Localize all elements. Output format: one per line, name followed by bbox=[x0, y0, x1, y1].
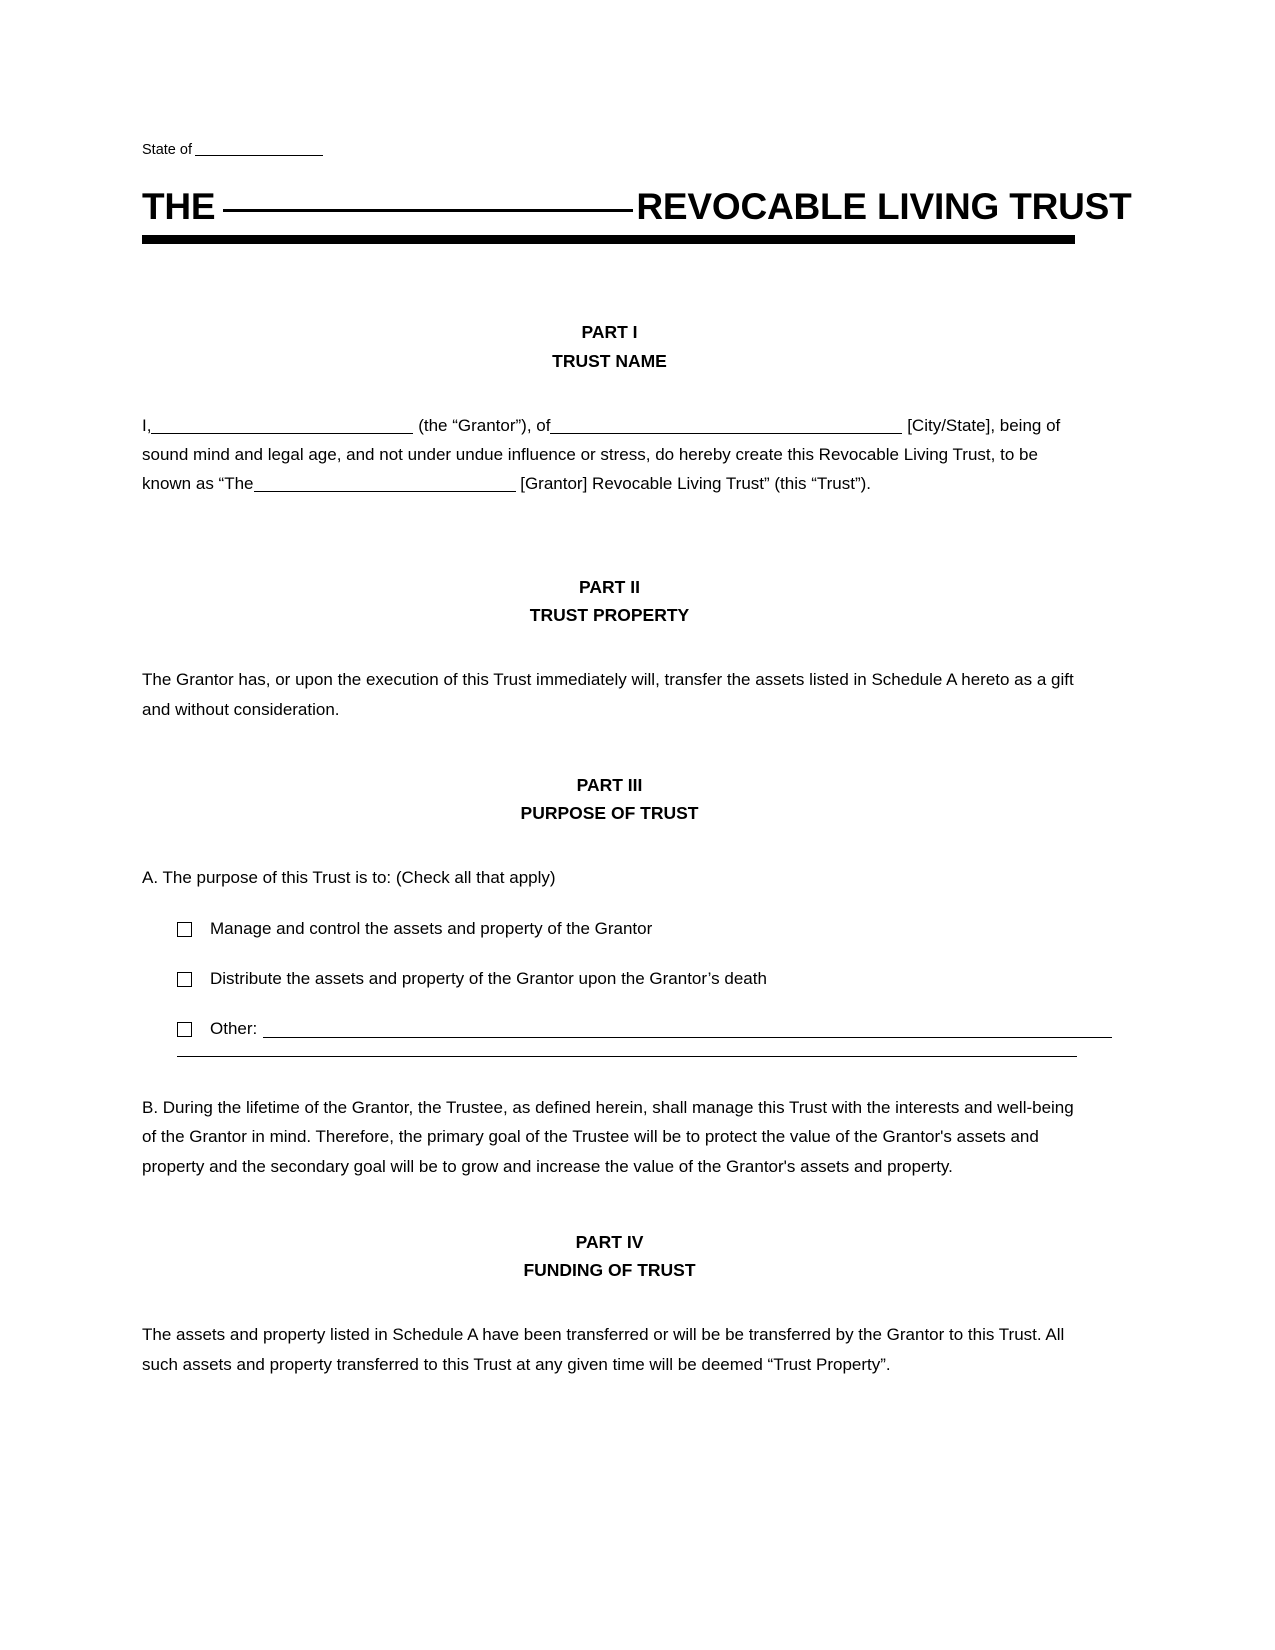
part-2-number: PART II bbox=[579, 576, 640, 597]
part-4-heading bbox=[142, 1228, 1077, 1285]
spacer bbox=[142, 724, 1077, 771]
part-3-item-a: A. The purpose of this Trust is to: (Check all that apply) bbox=[142, 868, 556, 888]
part-3-item-b: B. During the lifetime of the Grantor, the Trustee, as defined herein, shall manage this Trust with the interests and well-being of the Grantor in mind. Therefore, the primary goal of the Trustee will be to protect the value of the Grantor's assets and property and the secondary goal will be to grow and increase the value of the Grantor's assets and property. bbox=[142, 1098, 1074, 1176]
part-1-heading bbox=[142, 318, 1077, 375]
part-1-name: TRUST NAME bbox=[552, 350, 667, 371]
part-2-heading bbox=[142, 573, 1077, 630]
spacer bbox=[142, 1057, 1077, 1093]
spacer bbox=[142, 1284, 1077, 1320]
page-title bbox=[142, 186, 1132, 228]
trust-name-blank-field[interactable] bbox=[223, 209, 633, 212]
spacer bbox=[142, 499, 1077, 573]
part-1-text-4: [Grantor] Revocable Living Trust” (this “Trust”). bbox=[520, 474, 872, 494]
spacer bbox=[142, 1181, 1077, 1228]
part-1-text-1: I, bbox=[142, 415, 152, 435]
purpose-checkbox-list bbox=[142, 915, 1077, 1043]
checkbox-row-distribute[interactable] bbox=[177, 965, 1077, 992]
state-of-line bbox=[142, 0, 1077, 159]
part-4-number: PART IV bbox=[575, 1231, 644, 1252]
document-content bbox=[142, 0, 1132, 1379]
title-divider-rule bbox=[142, 235, 1075, 244]
spacer bbox=[142, 629, 1077, 665]
spacer bbox=[142, 827, 1077, 863]
part-2-paragraph: The Grantor has, or upon the execution of this Trust immediately will, transfer the assets listed in Schedule A hereto as a gift and without consideration. bbox=[142, 670, 1074, 719]
checkbox-label-manage: Manage and control the assets and property of the Grantor bbox=[210, 918, 653, 938]
checkbox-row-manage[interactable] bbox=[177, 915, 1077, 942]
checkbox-row-other[interactable] bbox=[177, 1015, 1112, 1043]
checkbox-label-distribute: Distribute the assets and property of the Grantor upon the Grantor’s death bbox=[210, 968, 767, 988]
part-2-name: TRUST PROPERTY bbox=[529, 604, 690, 625]
checkbox-icon[interactable] bbox=[177, 972, 192, 987]
part-4-paragraph: The assets and property listed in Schedule A have been transferred or will be be transferred by the Grantor to this Trust. All such assets and property transferred to this Trust at any given time will be deemed “Trust Property”. bbox=[142, 1325, 1065, 1374]
spacer bbox=[142, 244, 1077, 318]
part-1-number: PART I bbox=[581, 322, 638, 343]
state-blank-field[interactable] bbox=[195, 155, 323, 156]
part-3-number: PART III bbox=[576, 774, 643, 795]
part-1-paragraph bbox=[142, 411, 1077, 499]
part-3-heading bbox=[142, 771, 1077, 828]
grantor-name-blank-field[interactable] bbox=[151, 433, 413, 434]
part-1-text-3: [City/State], being of sound mind and legal age, and not under undue influence or stress, do hereby create this Revocable Living Trust, to be known as “The bbox=[142, 415, 1061, 494]
state-of-label: State of bbox=[142, 142, 192, 158]
trust-grantor-blank-field[interactable] bbox=[254, 491, 516, 492]
other-blank-field[interactable] bbox=[263, 1015, 1112, 1038]
checkbox-label-other: Other: bbox=[210, 1019, 258, 1039]
part-3-name: PURPOSE OF TRUST bbox=[520, 803, 699, 824]
part-1-text-2: (the “Grantor”), of bbox=[418, 415, 551, 435]
title-suffix: REVOCABLE LIVING TRUST bbox=[636, 186, 1132, 228]
spacer bbox=[142, 375, 1077, 411]
part-4-name: FUNDING OF TRUST bbox=[523, 1260, 696, 1281]
checkbox-icon[interactable] bbox=[177, 922, 192, 937]
checkbox-icon[interactable] bbox=[177, 1022, 192, 1037]
title-prefix: THE bbox=[142, 186, 216, 228]
city-state-blank-field[interactable] bbox=[550, 433, 902, 434]
